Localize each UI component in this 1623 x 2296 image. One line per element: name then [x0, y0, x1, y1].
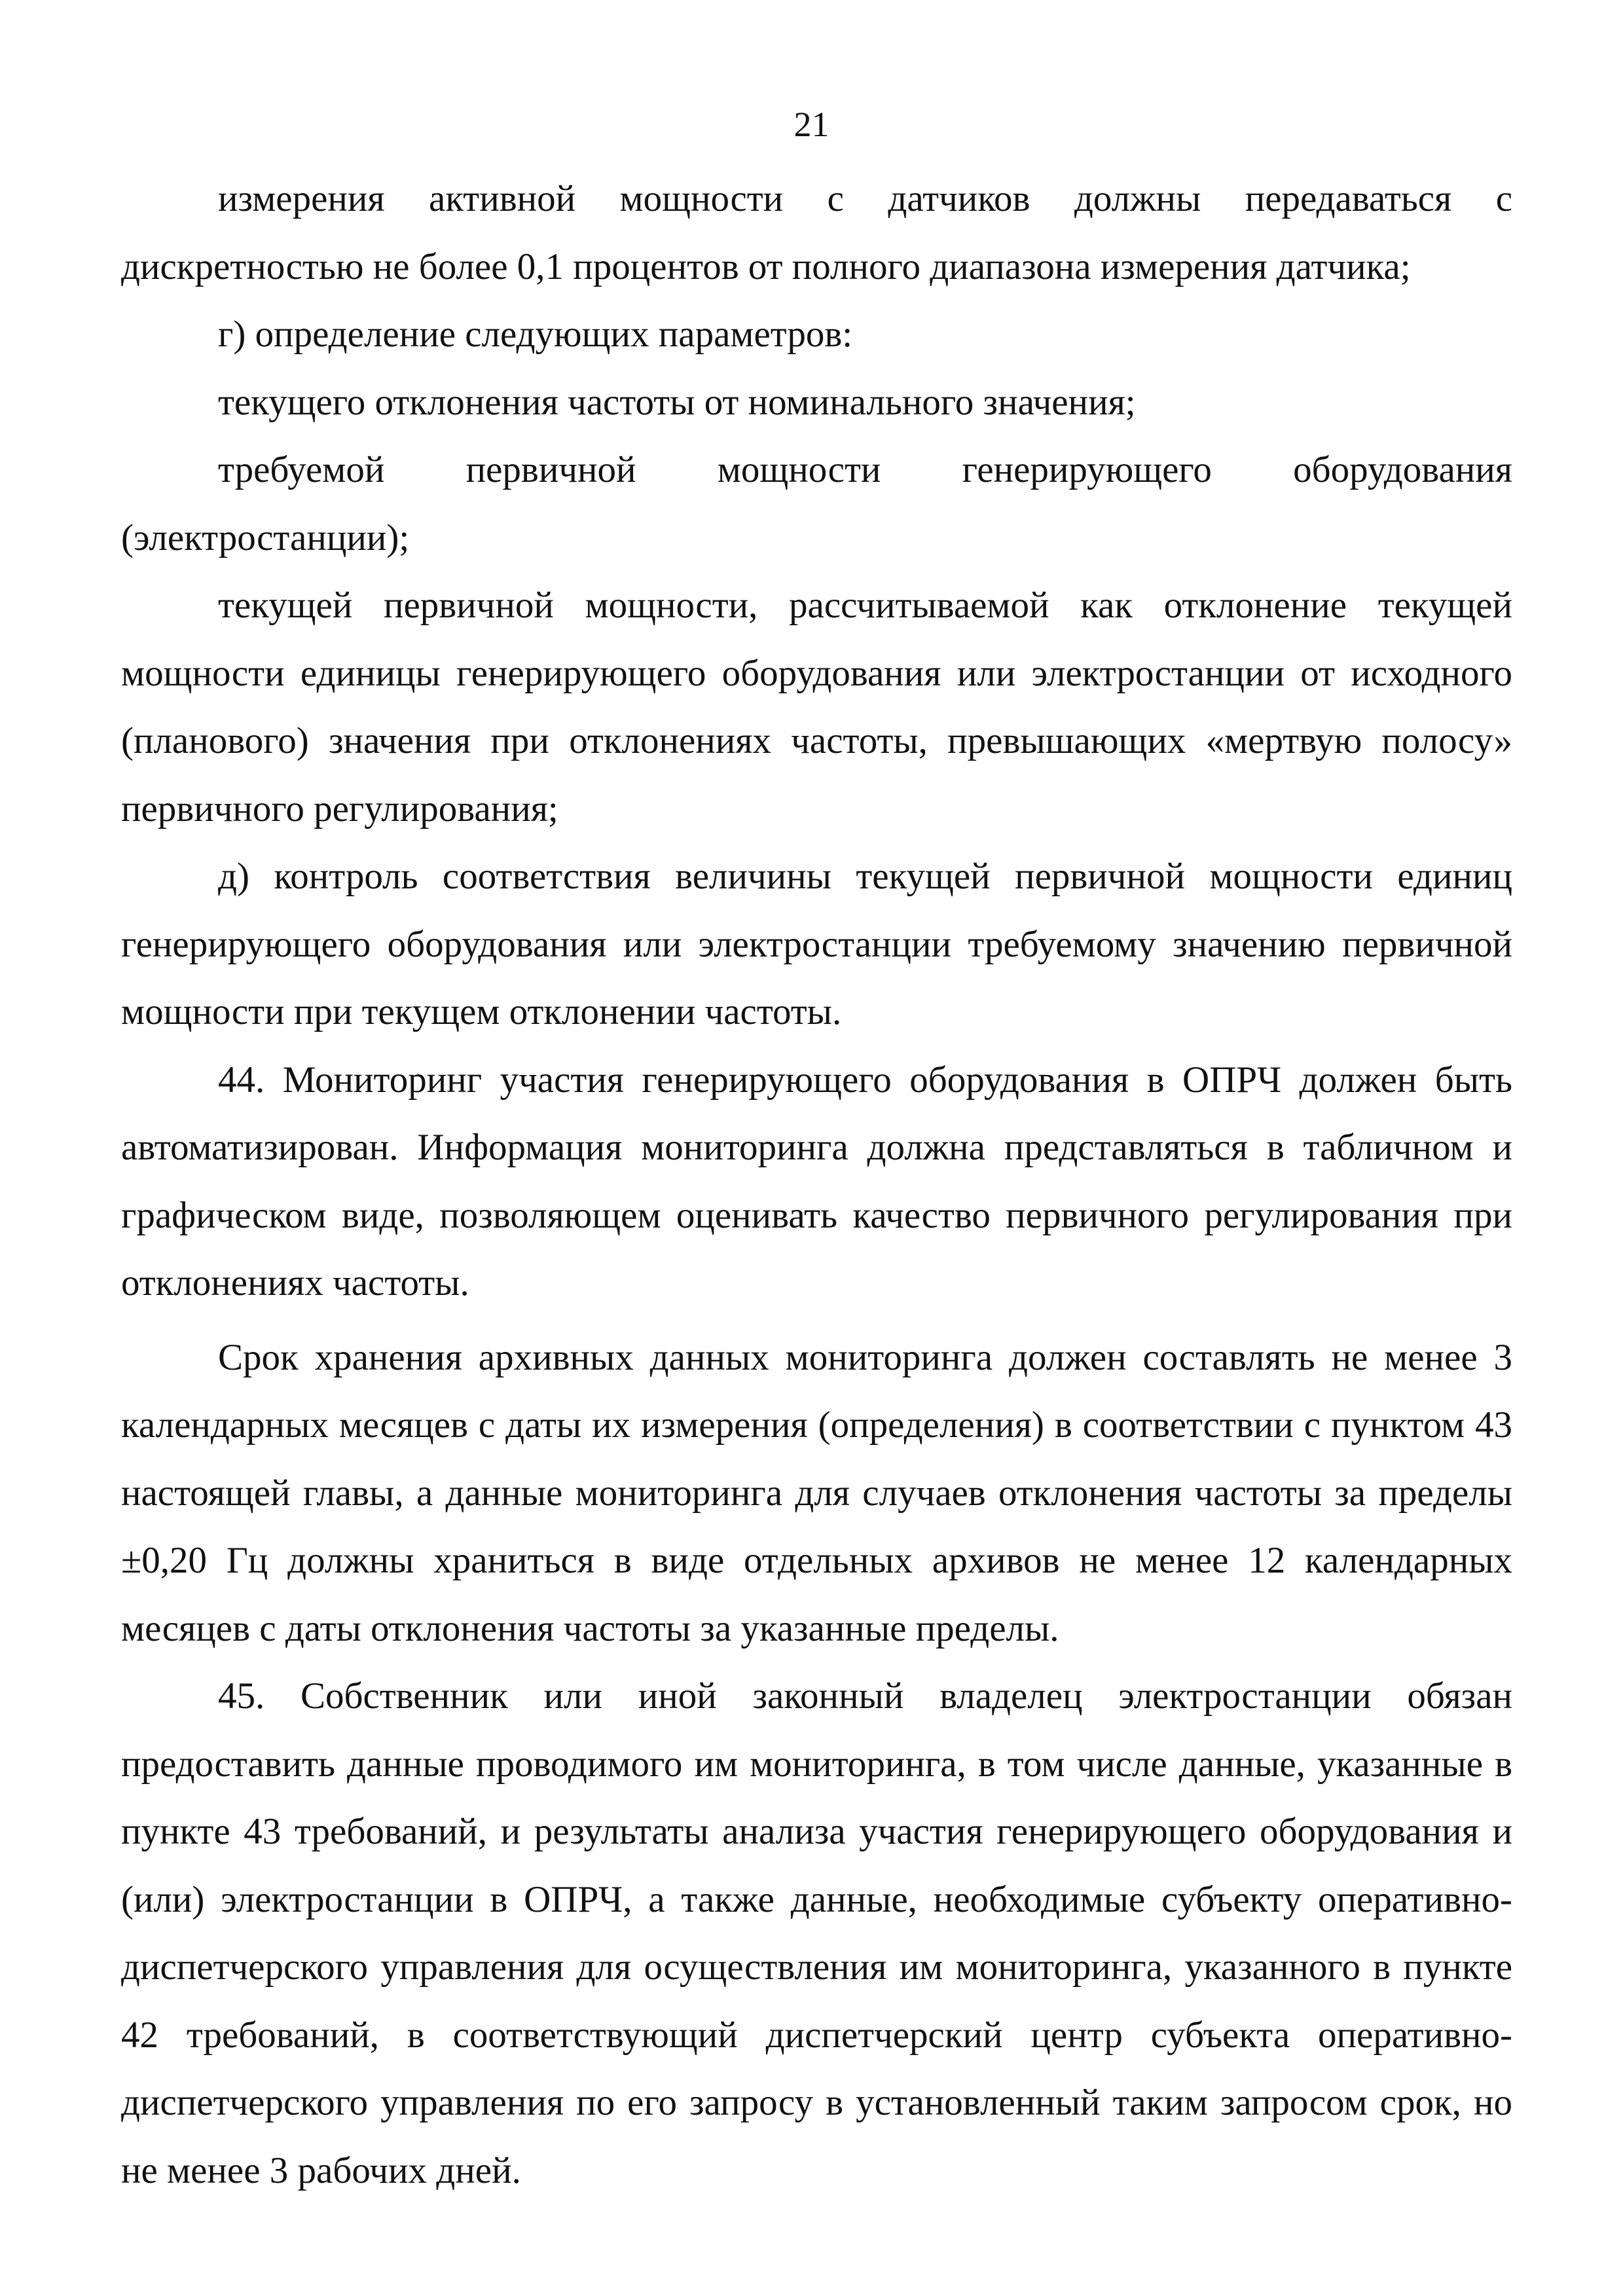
- paragraph-item-d-control: д) контроль соответствия величины текущей первичной мощности единиц генерирующего оборудования или электростанции требуемому значению первичной мощности при текущем отклонении частоты.: [121, 856, 1512, 1032]
- document-body: [121, 165, 1512, 2204]
- page-number: 21: [793, 105, 830, 144]
- paragraph-archive-storage: Срок хранения архивных данных мониторинга должен составлять не менее 3 календарных месяцев с даты их измерения (определения) в соответствии с пунктом 43 настоящей главы, а данные мониторинга для случаев отклонения частоты за пределы ±0,20 Гц должны храниться в виде отдельных архивов не менее 12 календарных месяцев с даты отклонения частоты за указанные пределы.: [121, 1336, 1512, 1649]
- paragraph-current-primary-power: текущей первичной мощности, рассчитываемой как отклонение текущей мощности единицы генерирующего оборудования или электростанции от исходного (планового) значения при отклонениях частоты, превышающих «мертвую полосу» первичного регулирования;: [121, 585, 1512, 829]
- paragraph-clause-44: 44. Мониторинг участия генерирующего оборудования в ОПРЧ должен быть автоматизирован. Информация мониторинга должна представляться в табличном и графическом виде, позволяющем оценивать качество первичного регулирования при отклонениях частоты.: [121, 1059, 1512, 1303]
- paragraph-item-g-heading: г) определение следующих параметров:: [218, 314, 853, 355]
- paragraph-required-primary-power: требуемой первичной мощности генерирующего оборудования (электростанции);: [121, 449, 1512, 558]
- paragraph-frequency-deviation: текущего отклонения частоты от номинального значения;: [218, 381, 1136, 423]
- paragraph-measurement-discreteness: измерения активной мощности с датчиков должны передаваться с дискретностью не более 0,1 процентов от полного диапазона измерения датчика;: [121, 178, 1512, 287]
- paragraph-clause-45: 45. Собственник или иной законный владелец электростанции обязан предоставить данные проводимого им мониторинга, в том числе данные, указанные в пункте 43 требований, и результаты анализа участия генерирующего оборудования и (или) электростанции в ОПРЧ, а также данные, необходимые субъекту оперативно-диспетчерского управления для осуществления им мониторинга, указанного в пункте 42 требований, в соответствующий диспетчерский центр субъекта оперативно-диспетчерского управления по его запросу в установленный таким запросом срок, но не менее 3 рабочих дней.: [121, 1675, 1512, 2191]
